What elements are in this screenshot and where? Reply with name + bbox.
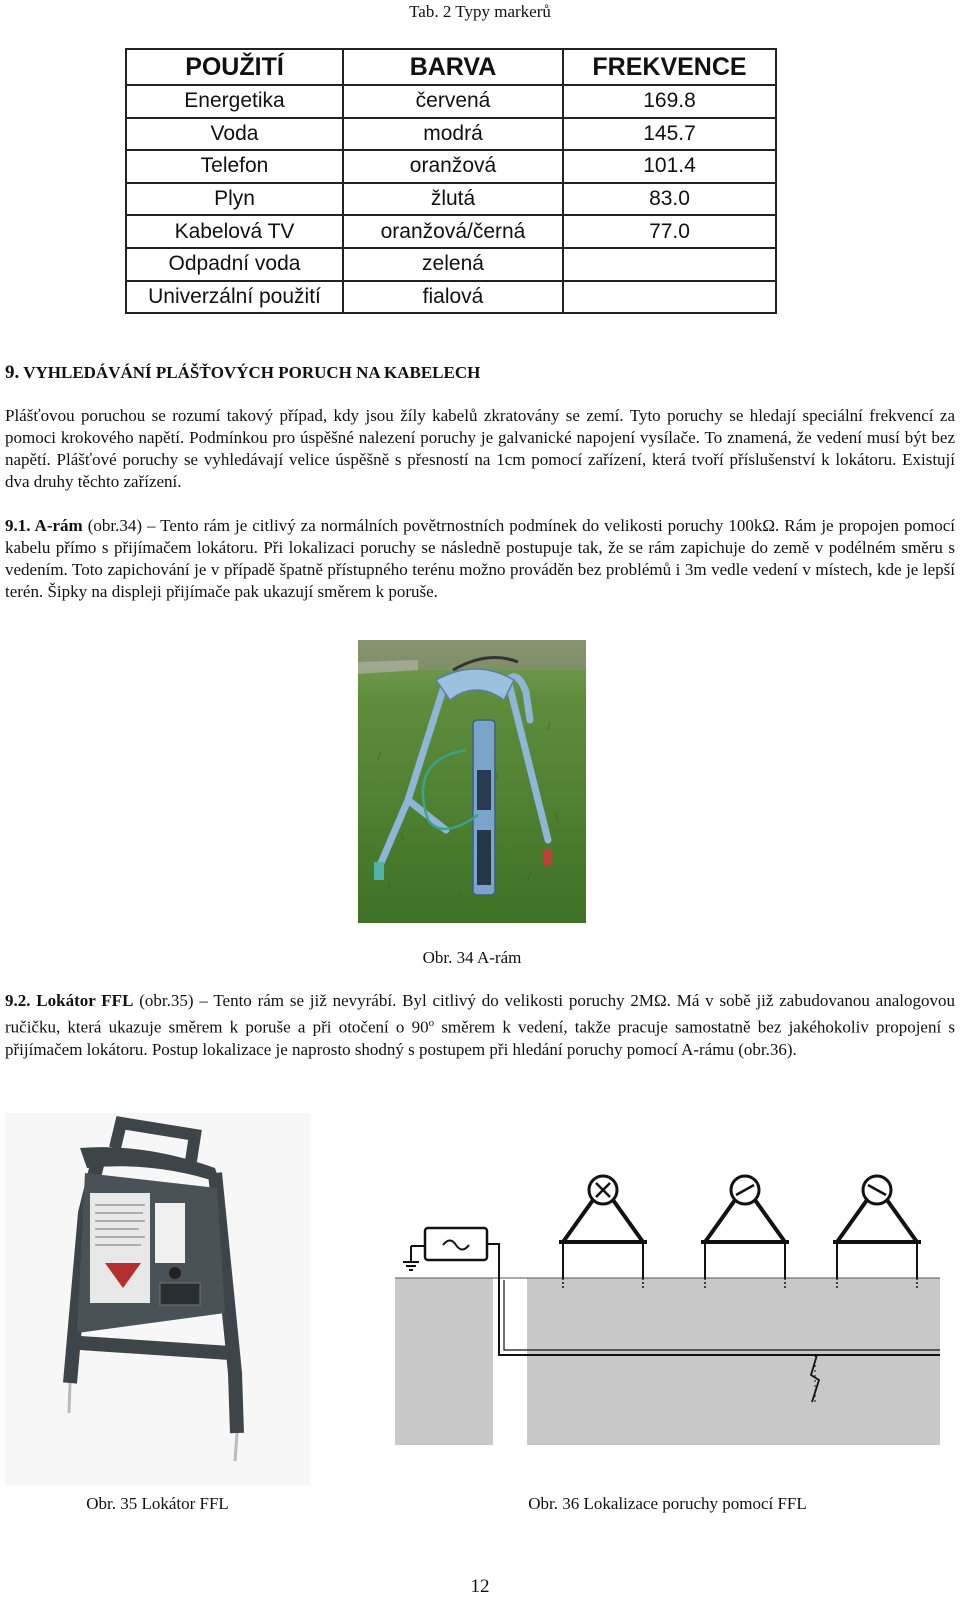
table-cell: 169.8 <box>563 85 776 118</box>
table-cell: modrá <box>343 118 563 151</box>
fault-localisation-diagram <box>395 1170 940 1445</box>
ffl-locator-photo <box>5 1113 310 1485</box>
table-cell: 101.4 <box>563 150 776 183</box>
figure-35-caption: Obr. 35 Lokátor FFL <box>86 1494 229 1513</box>
table-cell: červená <box>343 85 563 118</box>
table-row <box>126 85 776 118</box>
table-cell: Plyn <box>126 183 343 216</box>
table-cell: fialová <box>343 281 563 314</box>
table-cell: žlutá <box>343 183 563 216</box>
table-cell: Telefon <box>126 150 343 183</box>
table-cell: Univerzální použití <box>126 281 343 314</box>
table-cell: Odpadní voda <box>126 248 343 281</box>
table-row <box>126 118 776 151</box>
section-heading <box>5 362 480 384</box>
subsection-label: 9.1. A-rám <box>5 516 83 535</box>
subsection-text: – Tento rám je citlivý za normálních povětrnostních podmínek do velikosti poruchy 100kΩ. Rám je propojen pomocí kabelu přímo s přijímačem lokátoru. Při lokalizaci poruchy se následně postupuje tak, že se rám zapichuje do země v podélném směru s vedením. Toto zapichování je v případě špatně přístupného terénu možno prováděn bez problémů i 3m vedle vedení v místech, kde je lepší terén. Šipky na displeji přijímače pak ukazují směrem k poruše. <box>5 516 955 601</box>
table-row <box>126 248 776 281</box>
table-cell <box>563 248 776 281</box>
subsection-label: 9.2. Lokátor FFL <box>5 991 134 1010</box>
table-cell: Kabelová TV <box>126 215 343 248</box>
degree-sign: o <box>428 1017 435 1029</box>
header-cell: FREKVENCE <box>563 49 776 85</box>
section-title: VYHLEDÁVÁNÍ PLÁŠŤOVÝCH PORUCH NA KABELECH <box>23 363 481 382</box>
table-cell: 83.0 <box>563 183 776 216</box>
subsection-a-frame <box>5 515 955 603</box>
table-row <box>126 150 776 183</box>
figure-reference: (obr.34) <box>82 516 142 535</box>
table-cell: 77.0 <box>563 215 776 248</box>
table-caption: Tab. 2 Typy markerů <box>409 2 551 21</box>
table-header-row <box>126 49 776 85</box>
intro-text: Plášťovou poruchou se rozumí takový případ, kdy jsou žíly kabelů zkratovány se zemí. Tyto poruchy se hledají speciální frekvencí za pomoci krokového napětí. Podmínkou pro úspěšné nalezení poruchy je galvanické napojení vysílače. To znamená, že vedení musí být bez napětí. Plášťové poruchy se vyhledávají velice úspěšně s přesností na 1cm pomocí zařízení, která tvoří příslušenství k lokátoru. Existují dva druhy těchto zařízení. <box>5 406 955 491</box>
a-frame-photo <box>358 640 586 923</box>
intro-paragraph <box>5 405 955 493</box>
table-cell: Energetika <box>126 85 343 118</box>
table-row <box>126 215 776 248</box>
subsection-text: – Tento rám se již nevyrábí. Byl citlivý do velikosti poruchy 2MΩ. Má v sobě již zabudovanou analogovou ručičku, která ukazuje směrem k poruše a při otočení o 90 <box>5 991 955 1037</box>
header-cell: BARVA <box>343 49 563 85</box>
table-cell: zelená <box>343 248 563 281</box>
page-number: 12 <box>470 1576 490 1597</box>
section-number: 9. <box>5 362 20 383</box>
table-row <box>126 183 776 216</box>
figure-36-caption: Obr. 36 Lokalizace poruchy pomocí FFL <box>528 1494 807 1513</box>
table-row <box>126 281 776 314</box>
table-cell <box>563 281 776 314</box>
subsection-text-cont: směrem k vedení, takže pracuje samostatně bez jakéhokoliv propojení s přijímačem lokátoru. Postup lokalizace je naprosto shodný s postupem při hledání poruchy pomocí A-rámu (obr.36). <box>5 1017 955 1059</box>
subsection-ffl <box>5 990 955 1061</box>
figure-34-caption: Obr. 34 A-rám <box>422 948 522 967</box>
header-cell: POUŽITÍ <box>126 49 343 85</box>
table-cell: 145.7 <box>563 118 776 151</box>
marker-table <box>125 48 777 314</box>
table-cell: oranžová/černá <box>343 215 563 248</box>
table-cell: oranžová <box>343 150 563 183</box>
table-cell: Voda <box>126 118 343 151</box>
figure-reference: (obr.35) <box>133 991 194 1010</box>
